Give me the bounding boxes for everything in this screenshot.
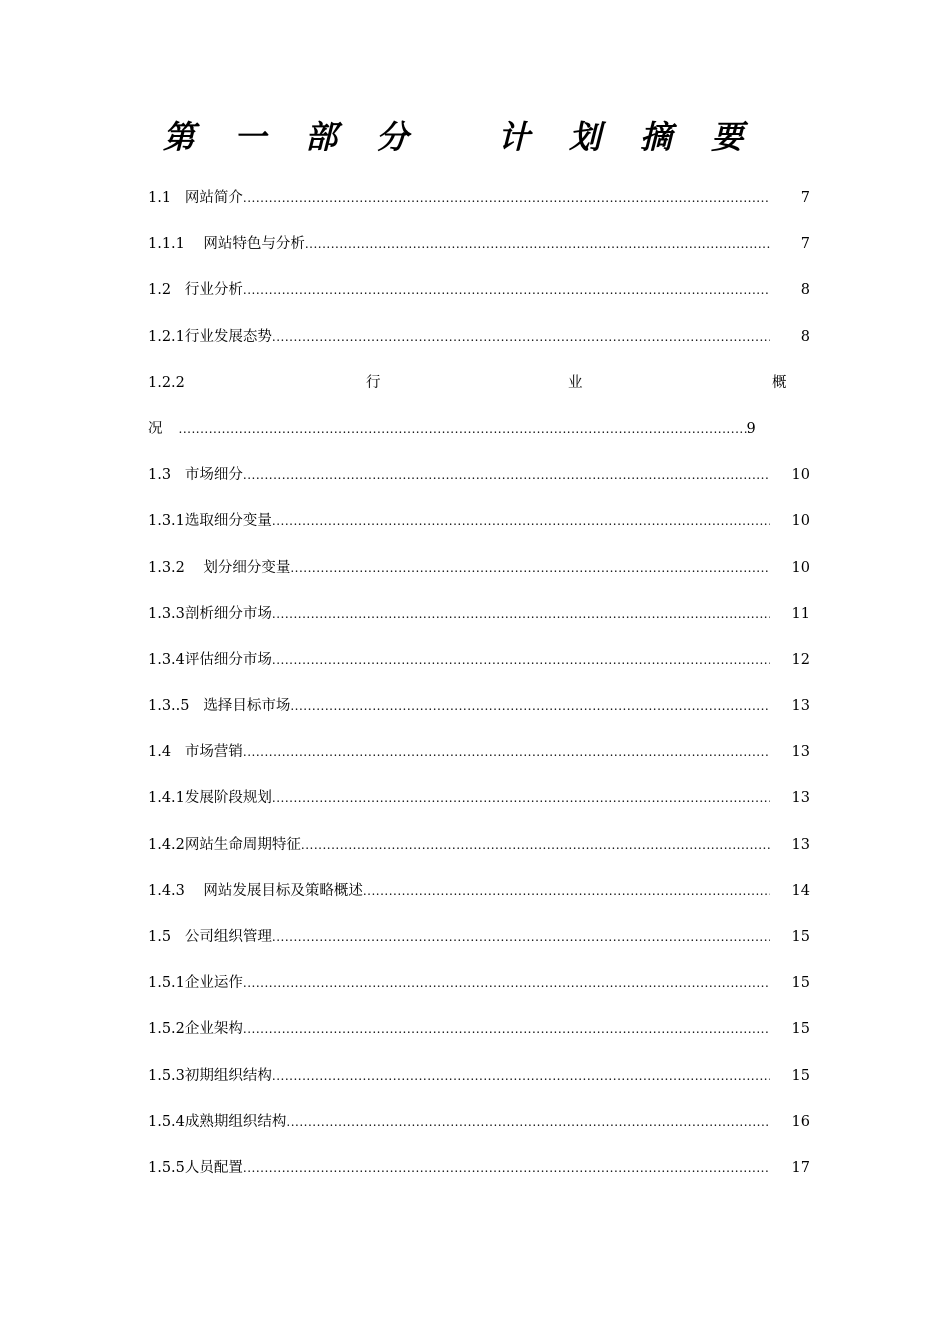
toc-entry-continuation[interactable] [148,411,810,457]
toc-entry-label: 1.3 市场细分 [148,467,243,484]
toc-page-number: 8 [800,328,810,345]
page-title: 第 一 部 分 计 划 摘 要 [162,118,758,156]
toc-entry[interactable] [148,965,810,1011]
toc-entry-label: 1.5.1企业运作 [148,975,243,992]
toc-page-number: 13 [791,698,810,715]
toc-entry-label: 1.3.1选取细分变量 [148,513,272,530]
toc-page-number: 8 [800,282,810,299]
toc-entry-word: 行 [366,374,381,391]
toc-entry[interactable] [148,226,810,272]
toc-page-number: 12 [791,651,810,668]
toc-entry[interactable] [148,457,810,503]
dot-leader [290,550,770,586]
toc-entry[interactable] [148,1011,810,1057]
toc-page-number: 15 [791,1067,810,1084]
dot-leader [272,1058,770,1094]
toc-page-number: 15 [791,975,810,992]
toc-page-number: 15 [791,1021,810,1038]
dot-leader [243,734,770,770]
toc-entry-label: 1.5.4成熟期组织结构 [148,1113,287,1130]
toc-page-number: 15 [791,929,810,945]
toc-entry[interactable] [148,827,810,873]
toc-entry[interactable] [148,1058,810,1104]
toc-entry-label: 1.1.1 网站特色与分析 [148,236,305,253]
dot-leader [243,965,770,1001]
toc-entry[interactable] [148,734,810,780]
dot-leader [243,180,770,216]
dot-leader [290,688,770,724]
toc-page-number: 10 [791,467,810,484]
dot-leader [243,457,770,493]
toc-entry[interactable] [148,688,810,734]
dot-leader [286,1104,770,1140]
toc-entry-label: 1.2.1行业发展态势 [148,328,272,345]
toc-entry-label: 1.2 行业分析 [148,282,243,299]
toc-entry[interactable] [148,596,810,642]
toc-entry[interactable] [148,319,810,365]
toc-entry-label: 1.3..5 选择目标市场 [148,698,291,715]
toc-page-number: 16 [791,1113,810,1130]
toc-page-number: 13 [791,836,810,853]
toc-entry[interactable] [148,642,810,688]
dot-leader [243,1011,770,1047]
toc-page-number: 10 [791,513,810,530]
toc-page-number: 7 [800,236,810,253]
dot-leader [272,596,770,632]
dot-leader [272,319,770,355]
toc-entry[interactable] [148,272,810,318]
toc-page-number: 13 [791,790,810,807]
toc-entry-label: 1.5.2企业架构 [148,1021,243,1038]
dot-leader [243,272,770,308]
toc-entry-label: 1.3.2 划分细分变量 [148,559,291,576]
toc-entry-label: 1.4.3 网站发展目标及策略概述 [148,882,363,899]
toc-entry-label: 1.4.2网站生命周期特征 [148,836,301,853]
dot-leader [272,642,770,678]
toc-page-number: 17 [791,1159,810,1176]
table-of-contents [148,180,810,1196]
toc-page-number: 11 [791,605,810,622]
dot-leader [272,503,770,539]
toc-entry-label: 1.5.5人员配置 [148,1159,243,1176]
toc-entry-label: 况 [148,420,163,437]
toc-entry[interactable] [148,919,810,965]
toc-entry-split[interactable] [148,365,810,411]
toc-entry-word: 概 [772,374,787,391]
dot-leader [305,226,770,262]
toc-entry-label: 1.5.3初期组织结构 [148,1067,272,1084]
dot-leader [363,873,770,909]
dot-leader [301,827,770,863]
toc-entry-label: 1.5 公司组织管理 [148,929,272,945]
toc-entry-label: 1.3.4评估细分市场 [148,651,272,668]
toc-page-number: 10 [791,559,810,576]
toc-entry[interactable] [148,503,810,549]
toc-entry-label: 1.4.1发展阶段规划 [148,790,272,807]
dot-leader [243,1150,770,1186]
toc-entry-number: 1.2.2 [148,374,185,391]
toc-entry[interactable] [148,1104,810,1150]
toc-entry-word: 业 [568,374,583,391]
toc-entry-label: 1.3.3剖析细分市场 [148,605,272,622]
toc-entry[interactable] [148,1150,810,1196]
dot-leader [272,919,770,955]
toc-entry[interactable] [148,180,810,226]
toc-entry-label: 1.4 市场营销 [148,744,243,761]
toc-page-number: 7 [800,190,810,206]
dot-leader [272,780,770,816]
toc-entry[interactable] [148,873,810,919]
toc-page-number: 14 [791,882,810,899]
toc-entry[interactable] [148,780,810,826]
toc-page-number: 13 [791,744,810,761]
toc-entry-label: 1.1 网站简介 [148,190,243,206]
toc-page-number: 9 [746,420,756,437]
toc-entry[interactable] [148,550,810,596]
dot-leader [179,411,747,457]
